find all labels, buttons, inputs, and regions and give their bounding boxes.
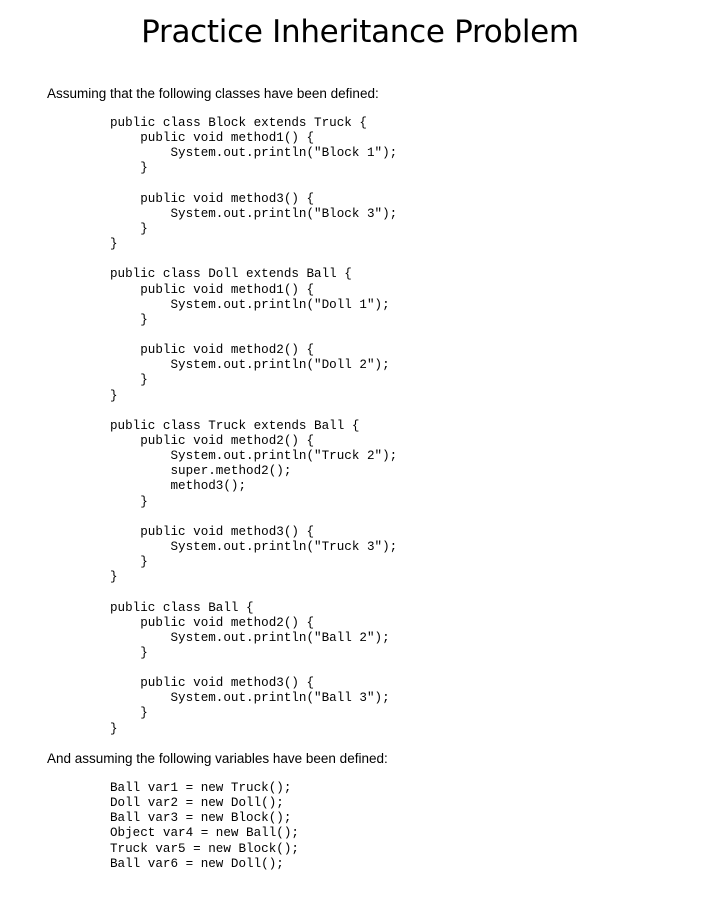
- code-line: method3();: [110, 479, 247, 494]
- code-line: System.out.println("Truck 2");: [110, 449, 398, 464]
- variable-line: Doll var2 = new Doll();: [110, 796, 284, 811]
- code-line: [110, 585, 397, 600]
- code-line: }: [110, 388, 118, 403]
- code-line: System.out.println("Block 1");: [110, 146, 398, 161]
- code-line: super.method2();: [110, 464, 292, 479]
- code-line: public void method2() {: [110, 343, 315, 358]
- variables-intro-text: And assuming the following variables have been defined:: [47, 751, 388, 766]
- code-line: [110, 404, 397, 419]
- variable-line: Truck var5 = new Block();: [110, 841, 299, 856]
- intro-text: Assuming that the following classes have been defined:: [47, 86, 379, 101]
- code-line: }: [110, 721, 118, 736]
- code-line: System.out.println("Doll 1");: [110, 297, 390, 312]
- code-line: }: [110, 373, 148, 388]
- code-line: [110, 510, 397, 525]
- code-line: public class Truck extends Ball {: [110, 418, 360, 433]
- variable-line: Ball var1 = new Truck();: [110, 781, 292, 795]
- variables-code-block: [110, 781, 299, 872]
- code-line: public class Ball {: [110, 600, 254, 615]
- code-line: public void method2() {: [110, 433, 315, 448]
- code-line: System.out.println("Block 3");: [110, 206, 398, 221]
- variable-line: Ball var6 = new Doll();: [110, 856, 284, 871]
- code-line: }: [110, 555, 148, 570]
- code-line: [110, 252, 397, 267]
- code-line: }: [110, 645, 148, 660]
- code-line: System.out.println("Truck 3");: [110, 539, 398, 554]
- code-line: public void method3() {: [110, 191, 315, 206]
- code-line: public void method1() {: [110, 131, 315, 146]
- code-line: System.out.println("Ball 2");: [110, 630, 390, 645]
- code-line: public class Block extends Truck {: [110, 116, 367, 130]
- code-line: }: [110, 221, 148, 236]
- variable-line: Object var4 = new Ball();: [110, 826, 299, 841]
- code-line: public void method1() {: [110, 282, 315, 297]
- classes-code-block: [110, 116, 397, 737]
- code-line: }: [110, 237, 118, 252]
- code-line: [110, 177, 397, 192]
- variable-line: Ball var3 = new Block();: [110, 811, 292, 826]
- code-line: }: [110, 706, 148, 721]
- code-line: [110, 328, 397, 343]
- code-line: }: [110, 570, 118, 585]
- code-line: }: [110, 161, 148, 176]
- code-line: }: [110, 494, 148, 509]
- code-line: [110, 661, 397, 676]
- page-title: Practice Inheritance Problem: [141, 14, 579, 50]
- code-line: }: [110, 312, 148, 327]
- code-line: System.out.println("Doll 2");: [110, 358, 390, 373]
- code-line: System.out.println("Ball 3");: [110, 691, 390, 706]
- code-line: public void method2() {: [110, 615, 315, 630]
- code-line: public class Doll extends Ball {: [110, 267, 352, 282]
- code-line: public void method3() {: [110, 676, 315, 691]
- code-line: public void method3() {: [110, 524, 315, 539]
